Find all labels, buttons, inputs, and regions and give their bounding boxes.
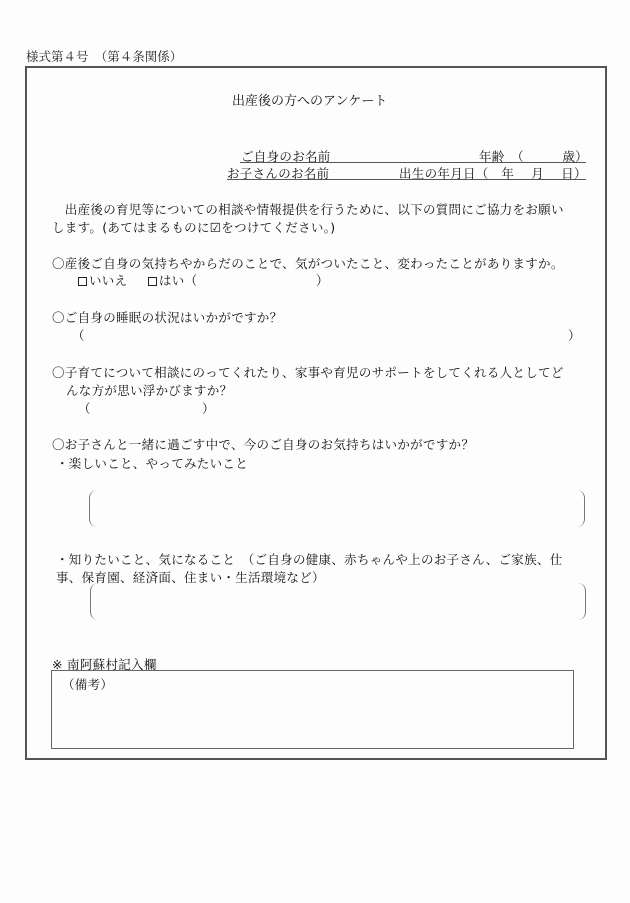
intro-text-line2: します。(あてはまるものに☑をつけてください。) <box>52 220 336 235</box>
age-label: 年齢 （ 歳） <box>479 149 588 164</box>
office-use-label: ※ 南阿蘇村記入欄 <box>52 657 157 672</box>
option-yes-label: はい（ <box>158 273 198 288</box>
question-3-paren-open: （ <box>78 401 91 416</box>
page-title: 出産後の方へのアンケート <box>232 94 388 109</box>
checkbox-yes[interactable] <box>148 277 157 286</box>
question-4-sub-2-answer-field[interactable] <box>90 583 586 620</box>
question-4-sub-2-text-line1: ・知りたいこと、気になること （ご自身の健康、赤ちゃんや上のお子さん、ご家族、仕 <box>56 552 563 567</box>
question-3-answer-field[interactable] <box>92 398 198 414</box>
question-3-paren-close: ） <box>202 401 215 416</box>
question-4-sub-1-answer-field[interactable] <box>89 490 585 527</box>
question-1-paren-close: ） <box>316 273 329 288</box>
option-no-label: いいえ <box>89 273 128 288</box>
checkbox-no[interactable] <box>78 277 87 286</box>
question-2-paren-close: ） <box>568 328 581 343</box>
child-name-field[interactable] <box>227 179 586 180</box>
question-4-text: 〇お子さんと一緒に過ごす中で、今のご自身のお気持ちはいかがですか？ <box>52 437 475 452</box>
question-4-sub-2-text-line2: 事、保育園、経済面、住まい・生活環境など） <box>56 570 325 585</box>
child-name-label: お子さんのお名前 <box>227 166 330 181</box>
question-3-text-line2: んな方が思い浮かびますか？ <box>66 383 233 398</box>
intro-text-line1: 出産後の育児等についての相談や情報提供を行うために、以下の質問にご協力をお願い <box>52 202 564 217</box>
own-name-label: ご自身のお名前 <box>241 149 331 164</box>
question-1-text: 〇産後ご自身の気持ちやからだのことで、気がついたこと、変わったことがありますか。 <box>52 256 564 271</box>
question-3-text-line1: 〇子育てについて相談にのってくれたり、家事や育児のサポートをしてくれる人としてど <box>52 365 564 380</box>
question-1-yes-detail-field[interactable] <box>200 270 312 286</box>
remarks-label: （備考） <box>62 677 114 692</box>
question-2-text: 〇ご自身の睡眠の状況はいかがですか？ <box>52 310 283 325</box>
question-2-paren-open: （ <box>72 328 85 343</box>
form-number: 様式第４号 （第４条関係） <box>26 49 183 64</box>
question-2-answer-field[interactable] <box>86 325 564 341</box>
remarks-box[interactable] <box>51 670 574 749</box>
birthdate-label: 出生の年月日（ 年 月 日） <box>399 166 587 181</box>
own-name-field[interactable] <box>240 162 586 163</box>
question-1-options <box>78 271 197 289</box>
question-4-sub-1-text: ・楽しいこと、やってみたいこと <box>56 456 249 471</box>
